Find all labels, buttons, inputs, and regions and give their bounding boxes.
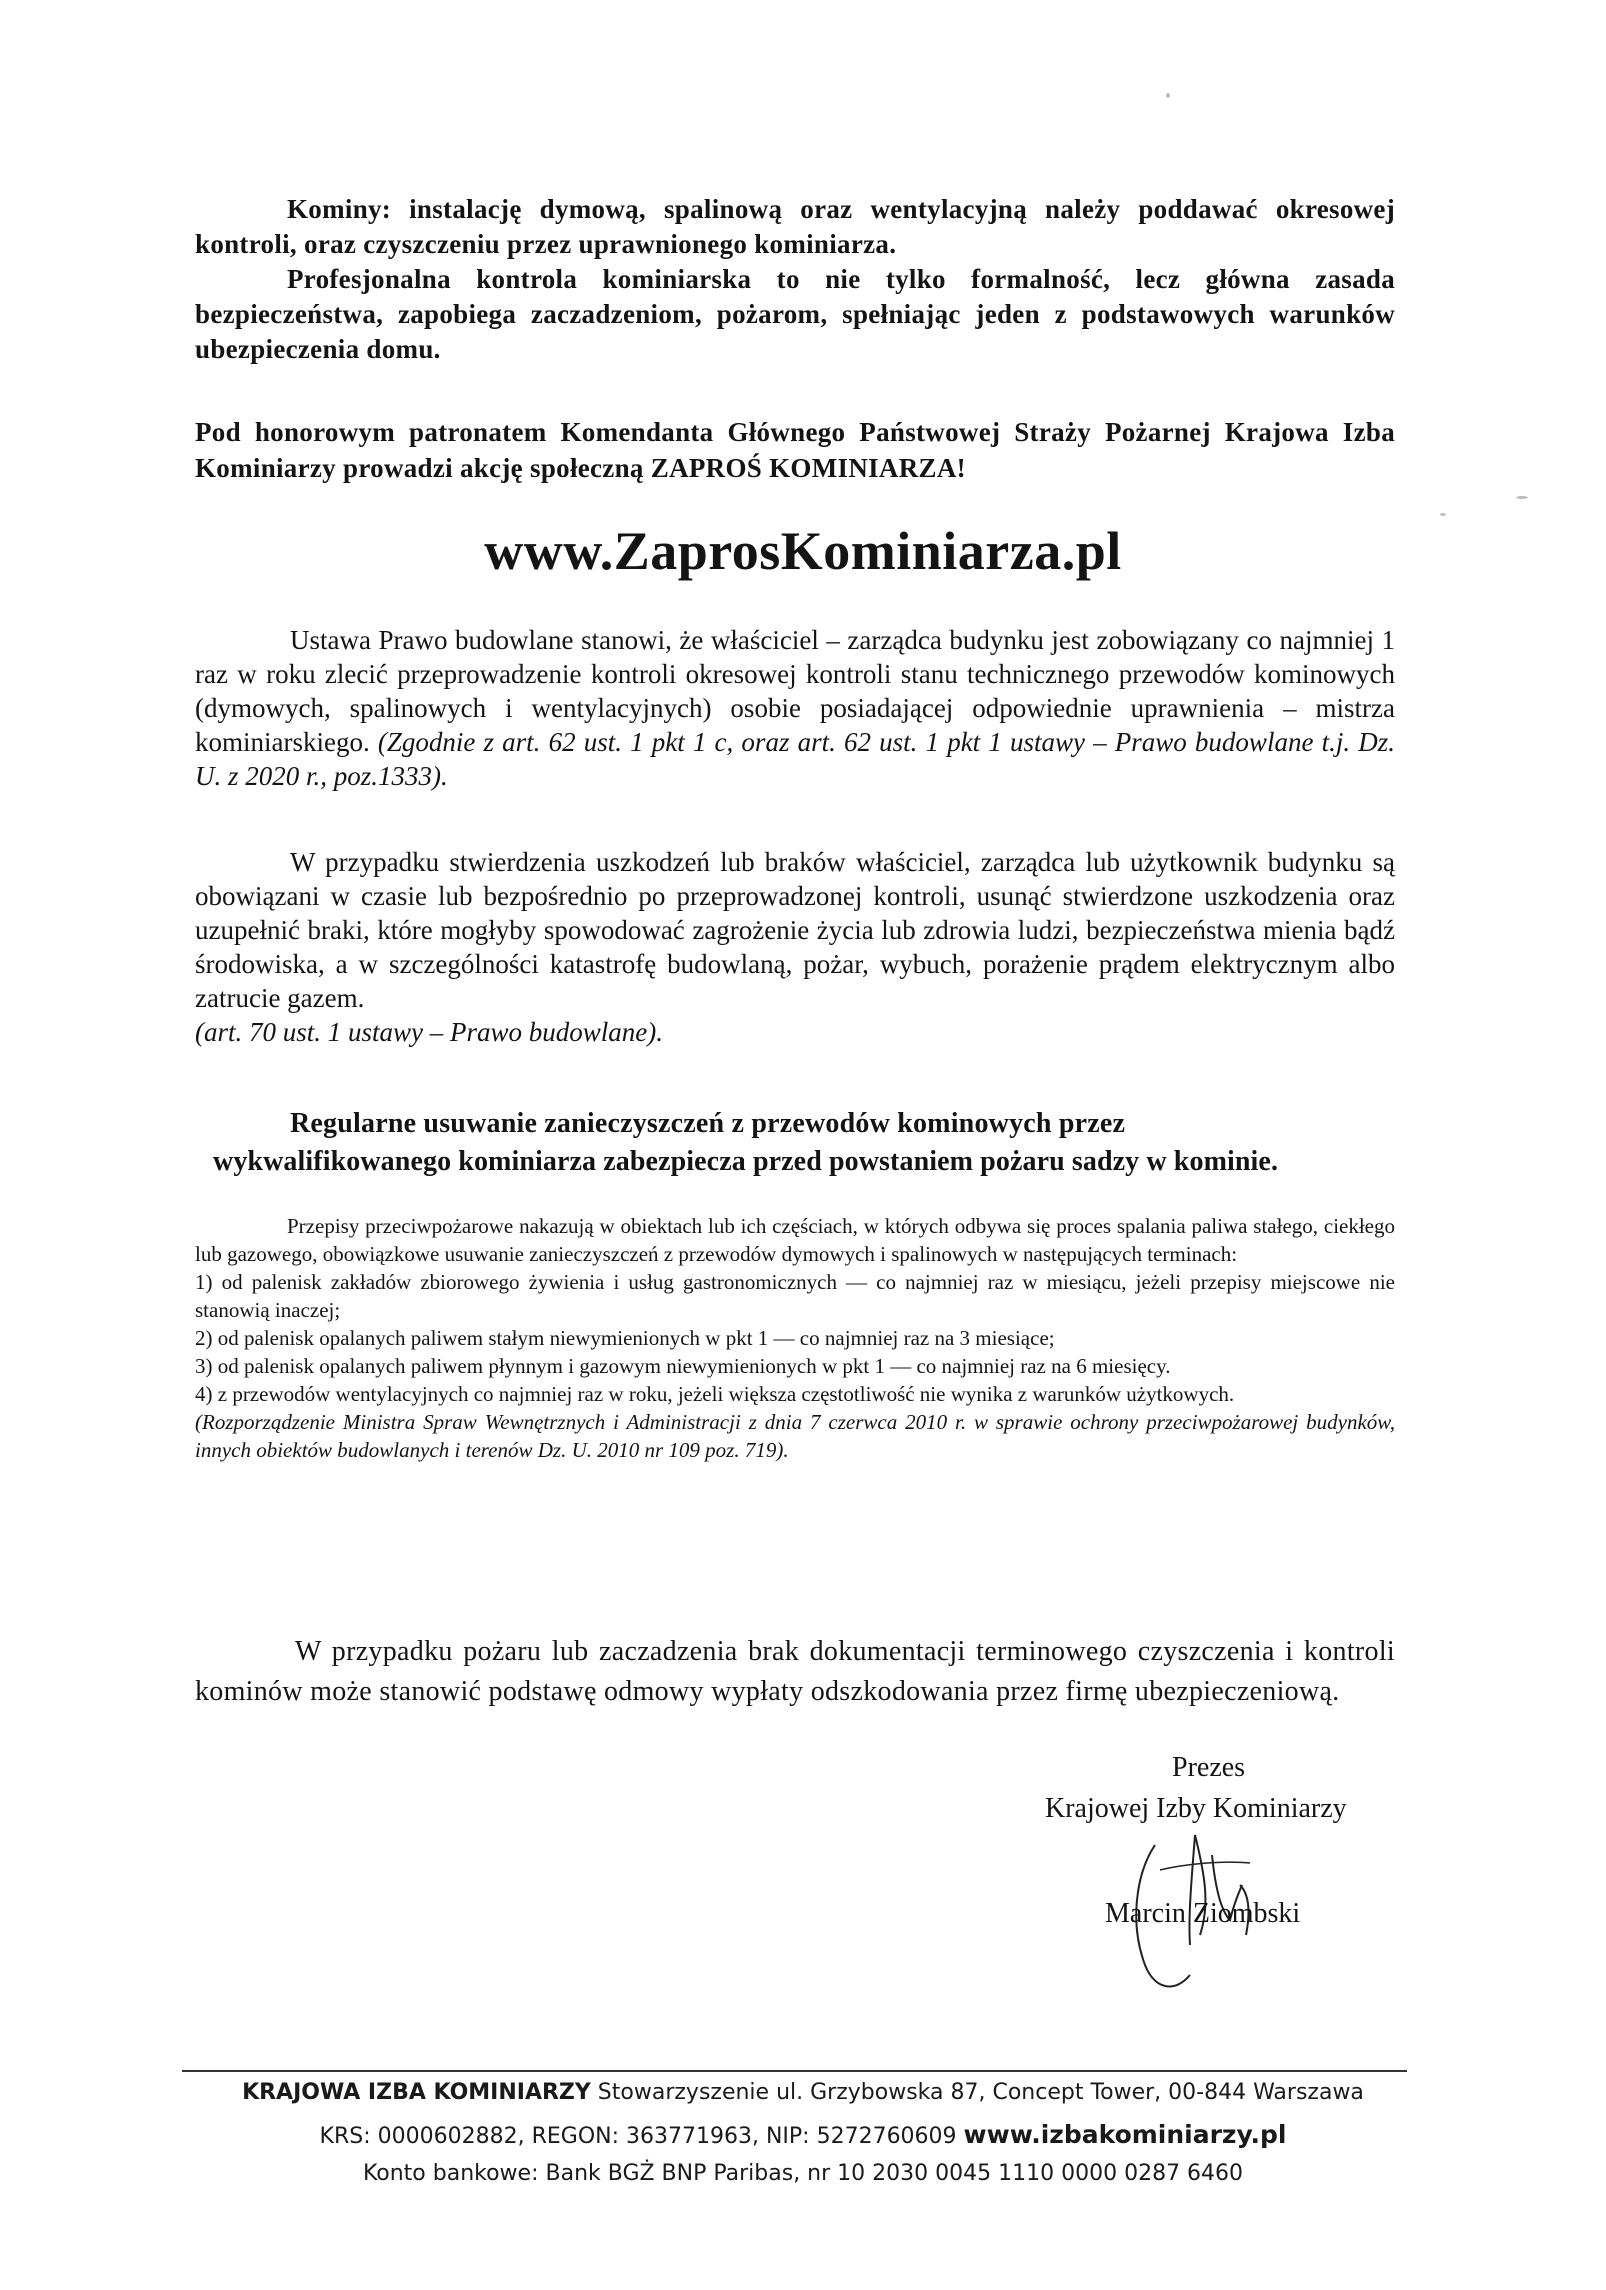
building-law-text: Ustawa Prawo budowlane stanowi, że właściciel – zarządca budynku jest zobowiązany co najmniej 1 raz w roku zlecić przeprowadzenie kontroli okresowej kontroli stanu technicznego przewodów kominowych (dymowych, spalinowych i wentylacyjnych) osobie posiadającej odpowiednie uprawnienia – mistrza kominiarskiego.: [195, 625, 1395, 757]
signature-title: Prezes: [1172, 1752, 1246, 1783]
footer-registry-numbers: KRS: 0000602882, REGON: 363771963, NIP: 5272760609: [319, 2124, 964, 2149]
footer-address-line: [0, 2080, 1606, 2105]
fire-regulations-item: 3) od palenisk opalanych paliwem płynnym i gazowym niewymienionych w pkt 1 — co najmniej raz na 6 miesięcy.: [195, 1354, 1171, 1378]
signature-organization: Krajowej Izby Kominiarzy: [1045, 1793, 1347, 1824]
damage-obligation-section: [195, 845, 1395, 1049]
damage-obligation-paragraph: W przypadku stwierdzenia uszkodzeń lub braków właściciel, zarządca lub użytkownik budynku są obowiązani w czasie lub bezpośrednio po przeprowadzonej kontroli, usunąć stwierdzone uszkodzenia oraz uzupełnić braki, które mogłyby spowodować zagrożenie życia lub zdrowia ludzi, bezpieczeństwa mienia bądź środowiska, a w szczególności katastrofę budowlaną, pożar, wybuch, porażenie prądem elektrycznym albo zatrucie gazem.: [195, 847, 1395, 1013]
footer-registry-line: [0, 2120, 1606, 2149]
fire-regulations-item: 4) z przewodów wentylacyjnych co najmniej raz w roku, jeżeli większa częstotliwość nie wynika z warunków użytkowych.: [195, 1382, 1235, 1406]
documentation-paragraph: W przypadku pożaru lub zaczadzenia brak dokumentacji terminowego czyszczenia i kontroli kominów może stanowić podstawę odmowy wypłaty odszkodowania przez firmę ubezpieczeniową.: [195, 1636, 1395, 1707]
intro-paragraph-2: Profesjonalna kontrola kominiarska to nie tylko formalność, lecz główna zasada bezpieczeństwa, zapobiega zaczadzeniom, pożarom, spełniając jeden z podstawowych warunków ubezpieczenia domu.: [195, 264, 1395, 364]
footer-organization: KRAJOWA IZBA KOMINIARZY: [242, 2080, 591, 2105]
damage-obligation-citation: (art. 70 ust. 1 ustawy – Prawo budowlane).: [195, 1017, 664, 1047]
intro-section: [195, 192, 1395, 367]
cleaning-heading-line-1: Regularne usuwanie zanieczyszczeń z przewodów kominowych przez: [290, 1108, 1126, 1139]
fire-regulations-citation: (Rozporządzenie Ministra Spraw Wewnętrznych i Administracji z dnia 7 czerwca 2010 r. w sprawie ochrony przeciwpożarowej budynków, innych obiektów budowlanych i terenów Dz. U. 2010 nr 109 poz. 719).: [195, 1410, 1395, 1462]
fire-regulations-item: 2) od palenisk opalanych paliwem stałym niewymienionych w pkt 1 — co najmniej raz na 3 miesiące;: [195, 1326, 1055, 1350]
footer-bank-account: Konto bankowe: Bank BGŻ BNP Paribas, nr 10 2030 0045 1110 0000 0287 6460: [362, 2161, 1244, 2186]
fire-regulations-intro: Przepisy przeciwpożarowe nakazują w obiektach lub ich częściach, w których odbywa się proces spalania paliwa stałego, ciekłego lub gazowego, obowiązkowe usuwanie zanieczyszczeń z przewodów dymowych i spalinowych w następujących terminach:: [195, 1214, 1395, 1266]
fire-regulations-item: 1) od palenisk zakładów zbiorowego żywienia i usług gastronomicznych — co najmniej raz w miesiącu, jeżeli przepisy miejscowe nie stanowią inaczej;: [195, 1270, 1395, 1322]
building-law-paragraph: [195, 623, 1395, 793]
signatory-name: Marcin Ziombski: [1105, 1898, 1301, 1929]
scan-speck: [1516, 496, 1528, 499]
cleaning-heading-line-2: wykwalifikowanego kominiarza zabezpiecza przed powstaniem pożaru sadzy w kominie.: [213, 1146, 1279, 1177]
footer-address: Stowarzyszenie ul. Grzybowska 87, Concept Tower, 00-844 Warszawa: [590, 2080, 1364, 2105]
fire-regulations-section: [195, 1212, 1395, 1464]
footer-divider: [182, 2070, 1407, 2072]
scan-speck: [1166, 93, 1170, 98]
scan-speck: [1440, 513, 1446, 516]
building-law-section: [195, 623, 1395, 793]
intro-paragraph-1: Kominy: instalację dymową, spalinową oraz wentylacyjną należy poddawać okresowej kontroli, oraz czyszczeniu przez uprawnionego kominiarza.: [195, 194, 1395, 259]
building-law-citation: (Zgodnie z art. 62 ust. 1 pkt 1 c, oraz art. 62 ust. 1 pkt 1 ustawy – Prawo budowlane t.j. Dz. U. z 2020 r., poz.1333).: [195, 727, 1395, 791]
patronage-paragraph: Pod honorowym patronatem Komendanta Głównego Państwowej Straży Pożarnej Krajowa Izba Kominiarzy prowadzi akcję społeczną ZAPROŚ KOMINIARZA!: [195, 417, 1395, 483]
footer-website-link[interactable]: www.izbakominiarzy.pl: [963, 2120, 1287, 2149]
campaign-website: www.ZaprosKominiarza.pl: [484, 521, 1122, 581]
